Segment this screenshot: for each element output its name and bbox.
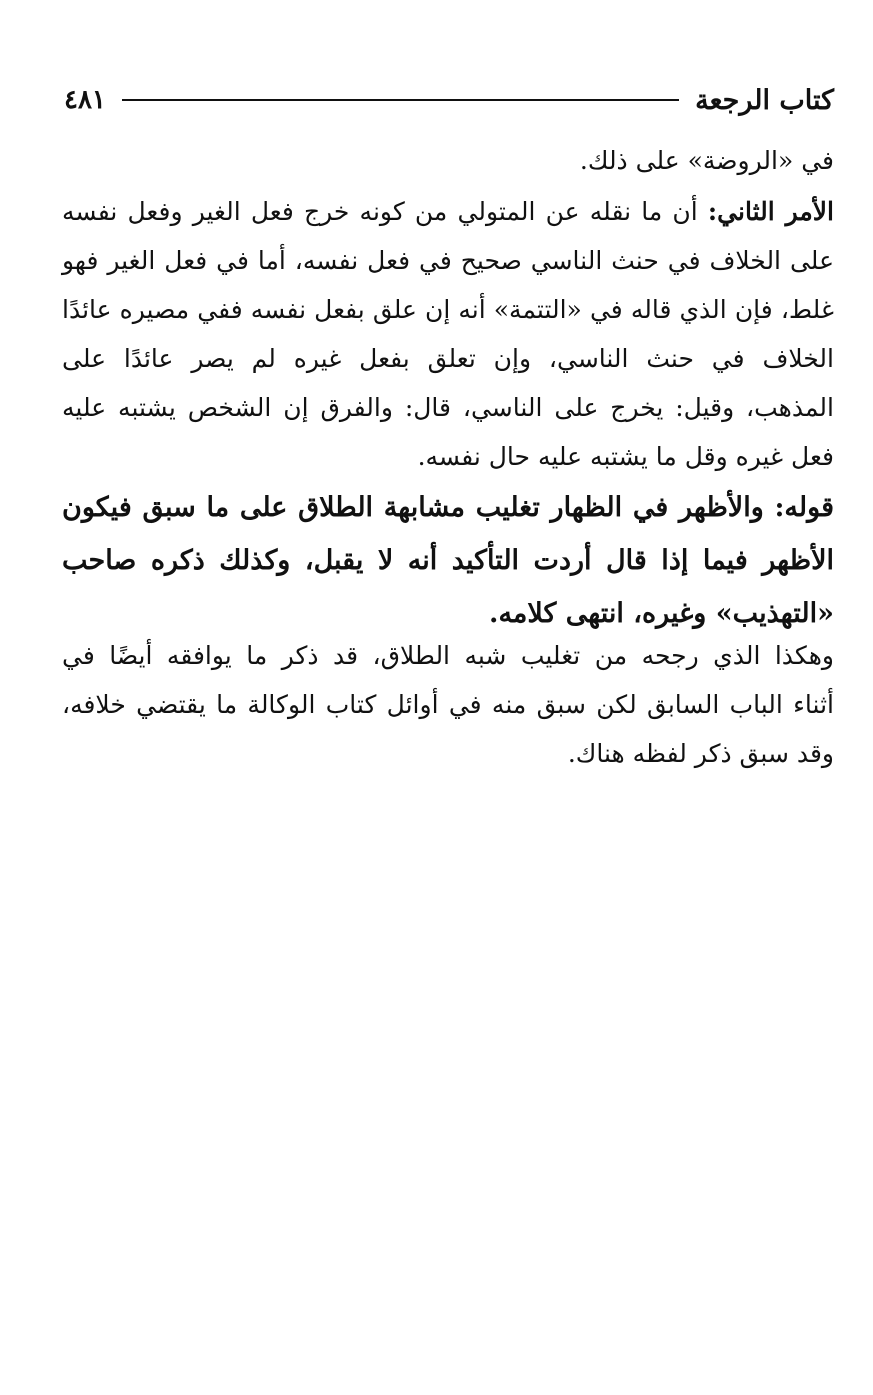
- text-line: وقد سبق ذكر لفظه هناك.: [567, 739, 834, 768]
- text-line: أثناء الباب السابق لكن سبق منه في أوائل كتاب الوكالة ما يقتضي خلافه،: [62, 690, 834, 719]
- paragraph-quoted-statement: [62, 481, 834, 640]
- text-line: وهكذا الذي رجحه من تغليب شبه الطلاق، قد ذكر ما يوافقه أيضًا في: [62, 641, 834, 670]
- header-rule: [122, 99, 679, 101]
- text-line: [62, 187, 834, 236]
- text-line: «التهذيب» وغيره، انتهى كلامه.: [489, 598, 834, 629]
- paragraph-commentary: [62, 631, 834, 778]
- text-line: غلط، فإن الذي قاله في «التتمة» أنه إن علق بفعل نفسه ففي مصيره عائدًا: [62, 295, 834, 324]
- text-line: في «الروضة» على ذلك.: [579, 146, 834, 175]
- chapter-title: كتاب الرجعة: [695, 84, 834, 116]
- text-line-content: أن ما نقله عن المتولي من كونه خرج فعل الغير وفعل نفسه: [62, 197, 698, 226]
- text-line: قوله: والأظهر في الظهار تغليب مشابهة الطلاق على ما سبق فيكون: [62, 492, 834, 523]
- text-line: على الخلاف في حنث الناسي صحيح في فعل نفسه، أما في فعل الغير فهو: [62, 246, 834, 275]
- text-line: فعل غيره وقل ما يشتبه عليه حال نفسه.: [417, 442, 834, 471]
- text-line: المذهب، وقيل: يخرج على الناسي، قال: والفرق إن الشخص يشتبه عليه: [62, 393, 835, 422]
- matter-heading: الأمر الثاني:: [707, 197, 835, 226]
- page-number: ٤٨١: [64, 85, 106, 115]
- paragraph-second-matter: [62, 187, 834, 481]
- text-line: الخلاف في حنث الناسي، وإن تعلق بفعل غيره لم يصر عائدًا على: [62, 344, 834, 373]
- running-header: [64, 80, 834, 120]
- paragraph-continuation: [62, 136, 834, 185]
- text-line: الأظهر فيما إذا قال أردت التأكيد أنه لا يقبل، وكذلك ذكره صاحب: [62, 545, 834, 576]
